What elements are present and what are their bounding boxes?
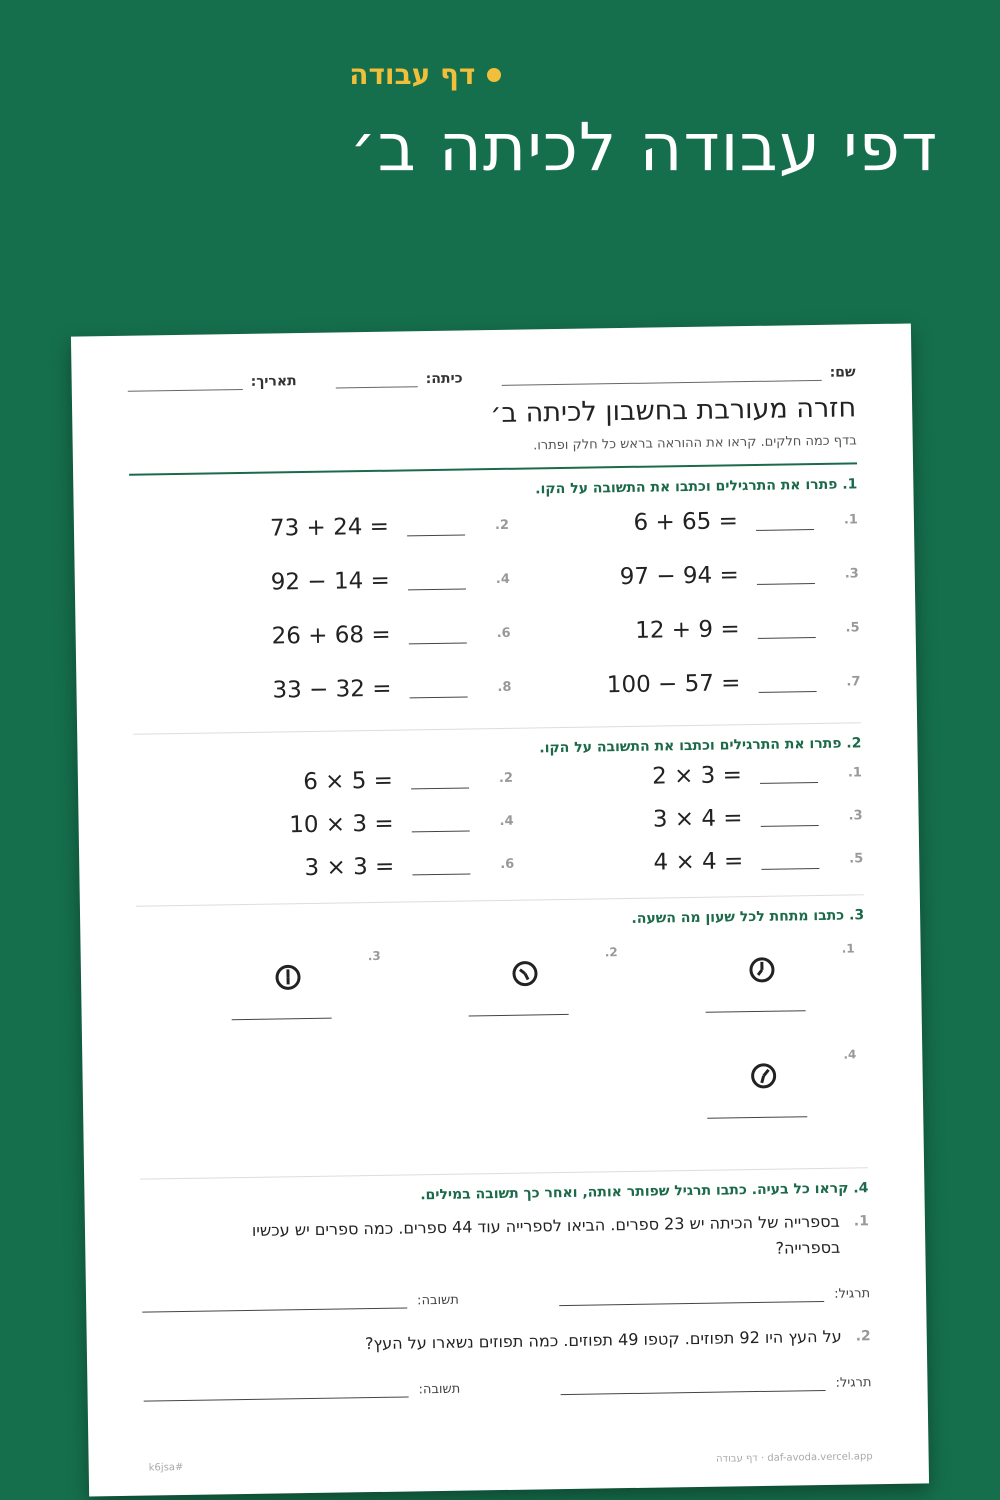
section1-heading: 1. פתרו את התרגילים וכתבו את התשובה על הקו. (535, 476, 858, 498)
exercise-label: תרגיל: (834, 1286, 871, 1302)
answer-line (760, 807, 818, 827)
clock-answer-line (706, 1010, 806, 1013)
problem-number: 1. (843, 511, 859, 528)
name-line (502, 366, 822, 386)
problem (551, 654, 861, 713)
section1-problems (130, 492, 861, 719)
problem-expression: 4 × 4 = (653, 847, 744, 876)
exercise-field (559, 1286, 870, 1306)
answer-line (761, 850, 819, 870)
clock-item (705, 941, 855, 1044)
clock-item (231, 948, 381, 1051)
date-field (128, 373, 297, 392)
student-fields (128, 364, 856, 391)
worksheet-preview (71, 323, 929, 1496)
answer-line (411, 769, 469, 789)
problem-number: 2. (498, 770, 514, 786)
problem-expression: 3 × 4 = (652, 804, 743, 833)
page-header (349, 58, 938, 186)
problem-expression: 92 − 14 = (270, 567, 391, 596)
section2-problems (134, 751, 864, 891)
answer-line (412, 855, 470, 875)
problem-number: 4. (495, 571, 510, 587)
problem-expression: 97 − 94 = (619, 562, 739, 591)
clock-icon (512, 960, 538, 986)
problem-expression: 100 − 57 = (606, 670, 741, 699)
section3-heading: 3. כתבו מתחת לכל שעון מה השעה. (631, 907, 865, 927)
clock-icon (749, 957, 775, 983)
problem-expression: 73 + 24 = (269, 513, 390, 542)
clock-answer-line (232, 1018, 332, 1021)
answer-line (760, 764, 818, 784)
problem-expression: 3 × 3 = (304, 853, 395, 881)
problem-number: 6. (500, 856, 515, 872)
answer-line (756, 511, 814, 531)
clock-item (468, 945, 618, 1048)
footer-source: daf-avoda.vercel.app · דף עבודה (715, 1451, 873, 1465)
problem (549, 546, 859, 605)
worksheet-subtitle: בדף כמה חלקים. קראו את ההוראה בראש כל חלק ופתרו. (129, 433, 857, 475)
name-field (502, 364, 856, 386)
problem (200, 552, 510, 611)
exercise-field (560, 1375, 871, 1395)
answer-row (143, 1375, 871, 1401)
answer-line (409, 624, 467, 644)
word-problem-number: 1. (853, 1213, 870, 1230)
problem (205, 843, 515, 891)
answer-row (142, 1286, 870, 1312)
section-divider (136, 894, 864, 906)
word-problem (143, 1323, 872, 1401)
answer-line (411, 812, 469, 832)
answer-label: תשובה: (417, 1292, 459, 1309)
footer-code: #k6jsa (148, 1462, 184, 1474)
problem-expression: 33 − 32 = (272, 675, 392, 704)
problem-expression: 2 × 3 = (651, 761, 743, 790)
problem (201, 606, 511, 665)
answer-line (758, 673, 816, 693)
clock-icon (750, 1063, 776, 1089)
word-problem-question (141, 1208, 870, 1271)
clock-answer-line (469, 1014, 569, 1017)
worksheet-footer (149, 1451, 873, 1473)
problem-number: 2. (494, 517, 510, 533)
date-label: תאריך: (250, 373, 297, 390)
problem (204, 800, 514, 848)
exercise-label: תרגיל: (835, 1375, 872, 1391)
problem (553, 751, 863, 799)
problem-expression: 6 + 65 = (633, 508, 739, 536)
section-divider (140, 1167, 868, 1179)
answer-line (143, 1384, 408, 1401)
answer-label: תשובה: (418, 1381, 461, 1398)
answer-line (407, 516, 465, 536)
class-field (336, 371, 463, 389)
problem-number: 6. (496, 625, 511, 641)
brand-label: דף עבודה (349, 58, 476, 91)
problem (549, 492, 859, 551)
class-line (336, 372, 418, 388)
answer-line (409, 678, 467, 698)
problem (204, 757, 514, 805)
worksheet-title: חזרה מעורבת בחשבון לכיתה ב׳ (489, 392, 857, 430)
word-problem (141, 1208, 870, 1312)
problem-number: 5. (845, 619, 860, 636)
clock-number: 4. (843, 1047, 857, 1062)
date-line (128, 375, 243, 392)
problem-number: 1. (847, 765, 863, 781)
answer-line (757, 565, 815, 585)
problem-number: 5. (849, 851, 864, 867)
clock-number: 2. (604, 945, 618, 960)
problem-expression: 26 + 68 = (271, 621, 391, 650)
problem (553, 794, 863, 842)
clock-answer-line (707, 1116, 807, 1119)
problem-number: 8. (497, 679, 512, 695)
problem (202, 660, 512, 719)
clock-icon (275, 964, 301, 990)
section2-heading: 2. פתרו את התרגילים וכתבו את התשובה על הקו. (539, 735, 862, 757)
problem-expression: 10 × 3 = (289, 810, 394, 838)
problem (200, 498, 510, 557)
section4-heading: 4. קראו כל בעיה. כתבו תרגיל שפותר אותה, ואחר כך תשובה במילים. (420, 1180, 869, 1204)
problem (554, 837, 864, 885)
word-problem-text: בספרייה של הכיתה יש 23 ספרים. הביאו לספרייה עוד 44 ספרים. כמה ספרים יש עכשיו בספרייה? (251, 1211, 841, 1258)
class-label: כיתה: (425, 370, 463, 388)
section-divider (133, 722, 861, 734)
worksheet-sheet (71, 323, 929, 1496)
page-title: דפי עבודה לכיתה ב׳ (349, 109, 938, 186)
word-problem-text: על העץ היו 92 תפוזים. קטפו 49 תפוזים. כמה תפוזים נשארו על העץ? (364, 1326, 842, 1354)
clock-grid (136, 923, 868, 1164)
name-label: שם: (829, 364, 856, 381)
clock-number: 1. (841, 941, 855, 956)
answer-line (757, 619, 815, 639)
word-problem-question (143, 1323, 871, 1360)
answer-line (142, 1296, 407, 1313)
answer-line (408, 570, 466, 590)
bullet-dot-icon (487, 68, 501, 82)
problem-expression: 6 × 5 = (303, 767, 394, 795)
exercise-line (561, 1378, 826, 1395)
problem-number: 7. (846, 673, 861, 690)
clock-item (706, 1047, 857, 1150)
problem (550, 600, 860, 659)
problem-number: 4. (499, 813, 514, 829)
answer-field (142, 1293, 459, 1313)
clock-number: 3. (367, 948, 381, 964)
brand (349, 58, 938, 91)
word-problem-number: 2. (855, 1328, 871, 1345)
problem-number: 3. (848, 808, 863, 824)
problem-number: 3. (844, 565, 859, 582)
problem-expression: 12 + 9 = (635, 616, 740, 644)
answer-field (143, 1382, 460, 1402)
exercise-line (559, 1289, 824, 1306)
